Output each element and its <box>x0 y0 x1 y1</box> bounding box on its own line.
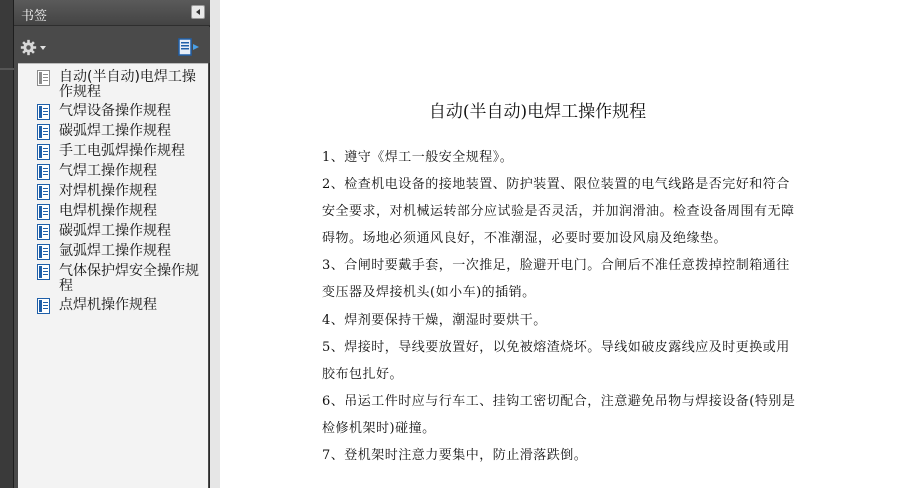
bookmark-label: 自动(半自动)电焊工操作规程 <box>59 69 196 100</box>
bookmark-item[interactable] <box>18 122 208 140</box>
document-line: 6、吊运工件时应与行车工、挂钩工密切配合，注意避免吊物与焊接设备(特别是 <box>322 394 796 409</box>
panel-title: 书签 <box>21 9 48 24</box>
chevron-down-icon[interactable] <box>40 46 46 50</box>
document-line: 2、检查机电设备的接地装置、防护装置、限位装置的电气线路是否完好和符合 <box>322 177 790 192</box>
bookmark-item[interactable] <box>18 142 208 160</box>
strip-marker <box>0 68 14 70</box>
collapse-panel-icon[interactable] <box>191 5 205 19</box>
bookmark-item[interactable] <box>18 202 208 220</box>
document-line: 安全要求，对机械运转部分应试验是否灵活，并加润滑油。检查设备周围有无障 <box>322 204 795 219</box>
bookmark-item[interactable] <box>18 68 208 100</box>
bookmark-label: 碳弧焊工操作规程 <box>59 223 171 239</box>
bookmark-page-icon <box>37 184 50 200</box>
bookmark-page-icon <box>37 144 50 160</box>
bookmark-label: 手工电弧焊操作规程 <box>59 143 185 159</box>
bookmark-label: 气焊工操作规程 <box>59 163 157 179</box>
document-line: 5、焊接时，导线要放置好，以免被熔渣烧坏。导线如破皮露线应及时更换或用 <box>322 340 790 355</box>
document-line: 检修机架时)碰撞。 <box>322 421 436 436</box>
bookmarks-panel <box>14 0 210 488</box>
bookmark-label: 对焊机操作规程 <box>59 183 157 199</box>
bookmark-label: 碳弧焊工操作规程 <box>59 123 171 139</box>
bookmark-item[interactable] <box>18 102 208 120</box>
bookmark-label: 点焊机操作规程 <box>59 297 157 313</box>
document-page <box>220 0 897 488</box>
bookmark-page-icon <box>37 244 50 260</box>
bookmark-item[interactable] <box>18 162 208 180</box>
bookmark-item[interactable] <box>18 222 208 240</box>
bookmark-item[interactable] <box>18 242 208 260</box>
document-line: 3、合闸时要戴手套，一次推足，脸避开电门。合闸后不准任意拨掉控制箱通往 <box>322 258 790 273</box>
navigation-strip <box>0 0 14 488</box>
bookmark-label: 电焊机操作规程 <box>59 203 157 219</box>
document-line: 变压器及焊接机头(如小车)的插销。 <box>322 285 536 300</box>
panel-header <box>14 0 210 26</box>
gear-icon[interactable] <box>20 39 37 56</box>
document-line: 碍物。场地必须通风良好，不准潮湿，必要时要加设风扇及绝缘垫。 <box>322 231 728 246</box>
bookmark-page-icon <box>37 104 50 120</box>
bookmark-label: 气焊设备操作规程 <box>59 103 171 119</box>
document-line: 胶布包扎好。 <box>322 367 404 382</box>
document-title: 自动(半自动)电焊工操作规程 <box>428 102 647 122</box>
document-line: 1、遵守《焊工一般安全规程》。 <box>322 150 514 165</box>
bookmark-list <box>18 63 208 488</box>
document-line: 7、登机架时注意力要集中，防止滑落跌倒。 <box>322 448 588 463</box>
bookmark-page-icon <box>37 70 50 86</box>
bookmark-page-icon <box>37 298 50 314</box>
bookmarks-toolbar <box>14 27 210 63</box>
bookmark-page-icon <box>37 124 50 140</box>
bookmark-item[interactable] <box>18 262 208 294</box>
bookmark-item[interactable] <box>18 182 208 200</box>
bookmark-page-icon <box>37 264 50 280</box>
bookmark-page-icon <box>37 204 50 220</box>
document-line: 4、焊剂要保持干燥，潮湿时要烘干。 <box>322 313 547 328</box>
bookmark-page-icon <box>37 164 50 180</box>
bookmark-page-icon <box>37 224 50 240</box>
bookmark-item[interactable] <box>18 296 208 314</box>
bookmark-label: 气体保护焊安全操作规程 <box>59 263 199 294</box>
bookmark-label: 氩弧焊工操作规程 <box>59 243 171 259</box>
expand-bookmark-icon[interactable] <box>178 38 200 56</box>
